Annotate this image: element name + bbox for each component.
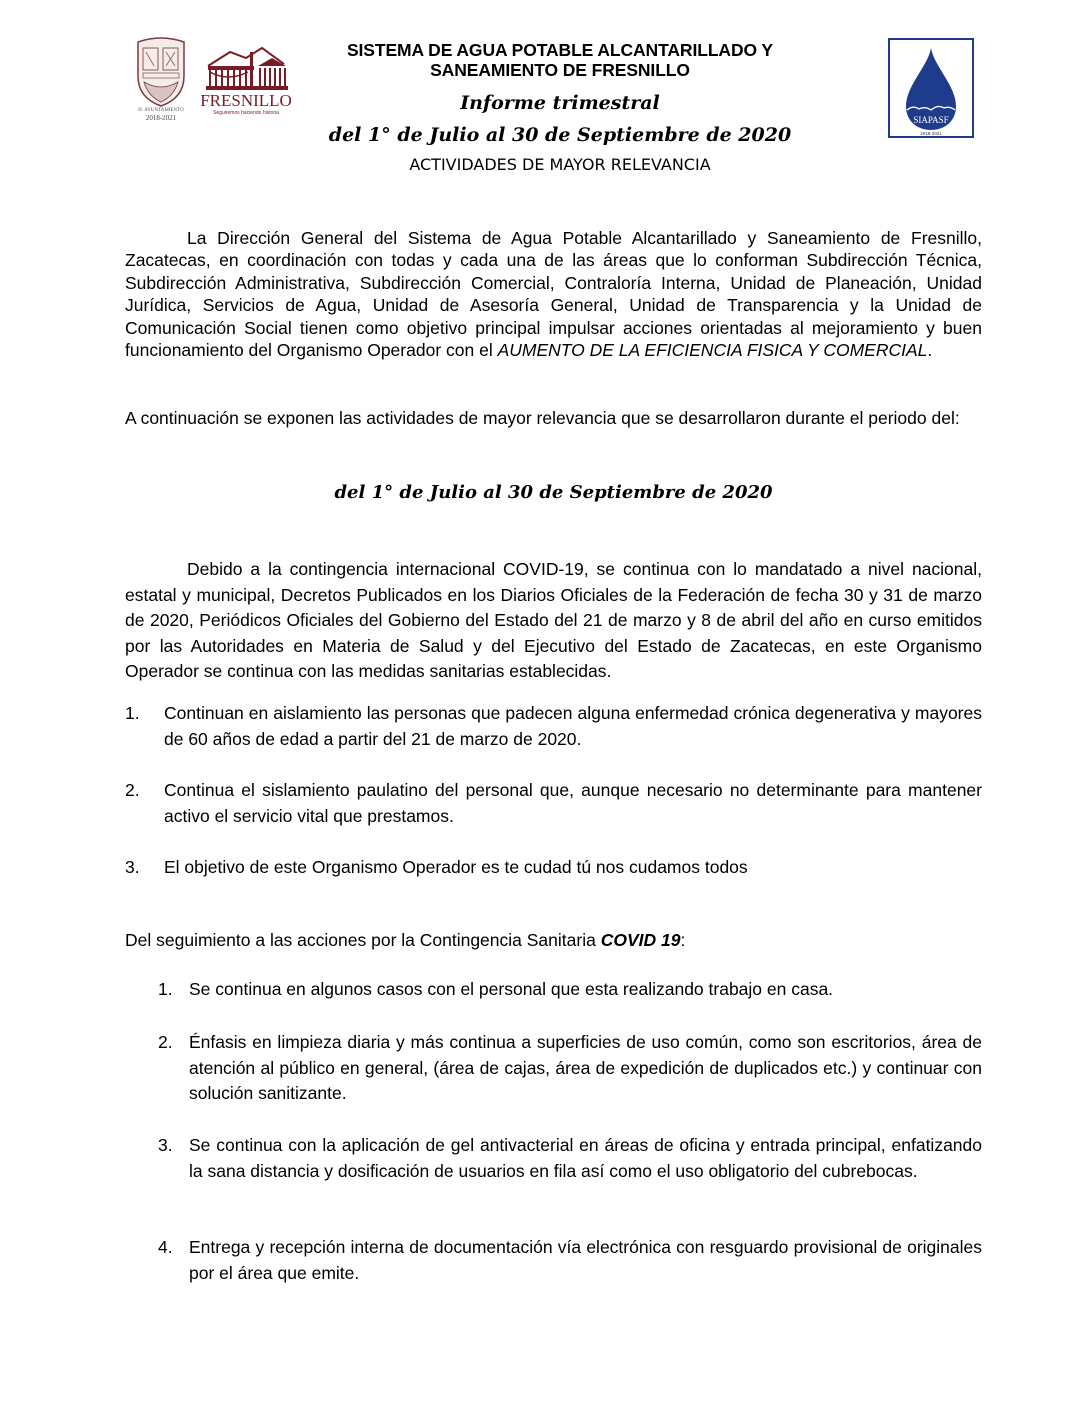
list-number: 1. <box>125 703 140 723</box>
document-title-line-1: SISTEMA DE AGUA POTABLE ALCANTARILLADO Y <box>346 40 774 60</box>
list-item <box>125 855 982 881</box>
followup-emphasis: COVID 19 <box>600 930 681 950</box>
report-subtitle: Informe trimestral <box>460 92 660 114</box>
svg-text:SIAPASF: SIAPASF <box>913 115 949 125</box>
followup-end: : <box>680 930 686 950</box>
list-number: 2. <box>125 780 140 800</box>
followup-heading <box>125 930 685 951</box>
list-text: Continua el sislamiento paulatino del personal que, aunque necesario no determinante para mantener activo el servicio vital que prestamos. <box>164 780 982 826</box>
report-period: del 1° de Julio al 30 de Septiembre de 2020 <box>328 124 792 146</box>
list-number: 4. <box>158 1237 173 1257</box>
water-drop-icon <box>888 38 974 138</box>
list-text: Énfasis en limpieza diaria y más continua a superficies de uso común, como son escritorios, área de atención al público en general, (área de cajas, área de expedición de duplicados etc.) y continuar con solución sanitizante. <box>189 1032 982 1103</box>
intro-emphasis: AUMENTO DE LA EFICIENCIA FISICA Y COMERCIAL <box>497 340 928 361</box>
svg-text:2018-2021: 2018-2021 <box>145 114 177 122</box>
intro-paragraph <box>125 227 982 361</box>
list-number: 1. <box>158 979 173 999</box>
intro-end: . <box>927 340 933 361</box>
covid-paragraph <box>125 557 982 685</box>
document-title-line-2: SANEAMIENTO DE FRESNILLO <box>430 60 690 80</box>
continuation-paragraph: A continuación se exponen las actividades de mayor relevancia que se desarrollaron durante el periodo del: <box>125 408 960 428</box>
siapasf-logo <box>888 38 974 138</box>
list-item <box>158 977 982 1003</box>
svg-text:Seguiremos haciendo historia: Seguiremos haciendo historia <box>213 110 279 116</box>
svg-text:FRESNILLO: FRESNILLO <box>200 91 292 110</box>
list-text: Se continua con la aplicación de gel antivacterial en áreas de oficina y entrada principal, enfatizando la sana distancia y dosificación de usuarios en fila así como el uso obligatorio del cubrebocas. <box>189 1135 982 1181</box>
list-text: Se continua en algunos casos con el personal que esta realizando trabajo en casa. <box>189 979 834 999</box>
followup-text: Del seguimiento a las acciones por la Contingencia Sanitaria <box>125 930 601 950</box>
list-item <box>125 778 982 829</box>
coat-of-arms-icon <box>132 36 190 122</box>
list-item <box>158 1133 982 1184</box>
list-number: 3. <box>125 857 140 877</box>
period-heading: del 1° de Julio al 30 de Septiembre de 2020 <box>334 482 773 503</box>
list-item <box>125 701 982 752</box>
covid-text: Debido a la contingencia internacional COVID-19, se continua con lo mandatado a nivel nacional, estatal y municipal, Decretos Publicados en los Diarios Oficiales de la Federación de fecha 30 y 31 de marzo de 2020, Periódicos Oficiales del Gobierno del Estado del 21 de marzo y 8 de abril del año en curso emitidos por las Autoridades en Materia de Salud y del Ejecutivo del Estado de Zacatecas, en este Organismo Operador se continua con las medidas sanitarias establecidas. <box>125 559 982 682</box>
svg-text:2018-2021: 2018-2021 <box>920 131 942 136</box>
list-number: 2. <box>158 1032 173 1052</box>
ayuntamiento-coat-of-arms-logo <box>132 36 190 122</box>
list-text: Entrega y recepción interna de documentación vía electrónica con resguardo provisional de originales por el área que emite. <box>189 1237 982 1283</box>
intro-text: La Dirección General del Sistema de Agua Potable Alcantarillado y Saneamiento de Fresnillo, Zacatecas, en coordinación con todas y cada una de las áreas que lo conforman Subdirección Técnica, Subdirección Administrativa, Subdirección Comercial, Contraloría Interna, Unidad de Planeación, Unidad Jurídica, Servicios de Agua, Unidad de Asesoría General, Unidad de Transparencia y la Unidad de Comunicación Social tienen como objetivo principal impulsar acciones orientadas al mejoramiento y buen funcionamiento del Organismo Operador con el <box>125 228 982 361</box>
list-item <box>158 1235 982 1286</box>
list-text: Continuan en aislamiento las personas que padecen alguna enfermedad crónica degenerativa y mayores de 60 años de edad a partir del 21 de marzo de 2020. <box>164 703 982 749</box>
list-text: El objetivo de este Organismo Operador es te cudad tú nos cudamos todos <box>164 857 748 877</box>
list-number: 3. <box>158 1135 173 1155</box>
section-heading: ACTIVIDADES DE MAYOR RELEVANCIA <box>409 155 711 174</box>
svg-text:H. AYUNTAMIENTO: H. AYUNTAMIENTO <box>138 108 184 113</box>
list-item <box>158 1030 982 1107</box>
